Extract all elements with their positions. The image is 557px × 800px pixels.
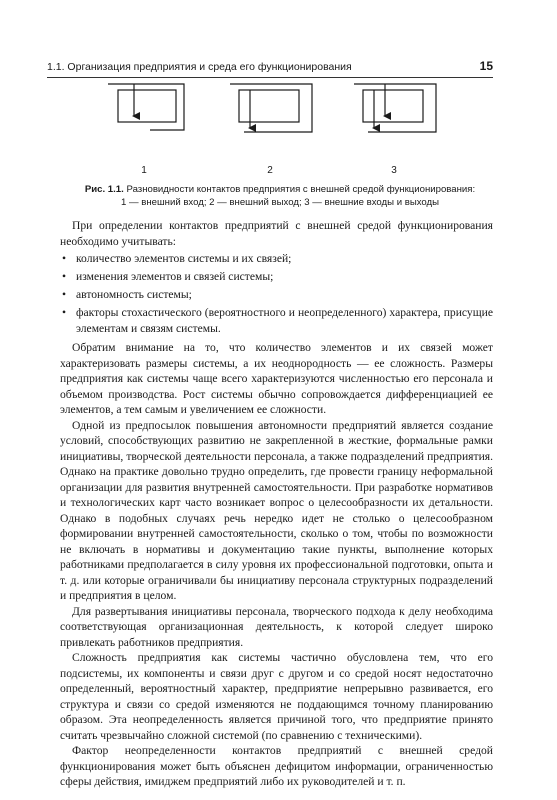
list-item bbox=[60, 269, 493, 285]
diagram-2 bbox=[230, 84, 312, 132]
figure-svg bbox=[100, 82, 440, 182]
diagram-3 bbox=[354, 84, 436, 132]
diagram-2-label: 2 bbox=[267, 165, 273, 176]
bullet-marker: • bbox=[62, 306, 67, 319]
diagram-1-label: 1 bbox=[141, 165, 147, 176]
header-rule bbox=[47, 77, 493, 78]
factor-list bbox=[60, 251, 493, 336]
list-item bbox=[60, 287, 493, 303]
paragraph-initiative: Для развертывания инициативы персонала, творческого подхода к делу необходима соответствующая организационная деятельность, к которой следует широко привлекать работников предприятия. bbox=[60, 604, 493, 649]
body-text bbox=[60, 218, 493, 790]
bullet-marker: • bbox=[62, 288, 67, 301]
list-item-text: количество элементов системы и их связей; bbox=[76, 252, 292, 265]
diagram-1 bbox=[108, 84, 184, 130]
running-header bbox=[47, 59, 493, 75]
diagram-2-system-box bbox=[239, 90, 299, 122]
paragraph-autonomy: Одной из предпосылок повышения автономности предприятий является создание условий, способствующих развитию не закрепленной в жесткие, формальные рамки инициативы, творческой деятельности персонала, а также подразделений предприятия. Однако на практике довольно трудно определить, где провести границу неформальной организации для развития внутренней самостоятельности. При разработке нормативов и технологических карт часто возникает вопрос о целесообразности их детальности. Однако в подобных случаях речь нередко идет не столько о целесообразном формировании внутренней самостоятельности, сколько о том, чтобы по возможности не включать в нормативы и документацию такие пункты, выполнение которых работниками предполагается в силу уровня их профессиональной подготовки, опыта и т. д. или которые ограничивали бы инициативу персонала структурных подразделений и предприятия в целом. bbox=[60, 418, 493, 602]
list-item-text: автономность системы; bbox=[76, 288, 192, 301]
list-item bbox=[60, 251, 493, 267]
paragraph-intro: При определении контактов предприятий с внешней средой функционирования необходимо учитывать: bbox=[60, 219, 493, 248]
bullet-marker: • bbox=[62, 252, 67, 265]
running-header-title: 1.1. Организация предприятия и среда его функционирования bbox=[47, 61, 352, 73]
caption-line-2: 1 — внешний вход; 2 — внешний выход; 3 — внешние входы и выходы bbox=[120, 197, 440, 208]
list-item bbox=[60, 305, 493, 336]
list-item-text: изменения элементов и связей системы; bbox=[76, 270, 274, 283]
caption-text: Разновидности контактов предприятия с внешней средой функционирования: bbox=[126, 184, 476, 195]
figure-diagrams bbox=[100, 82, 440, 182]
caption-lead: Рис. 1.1. bbox=[84, 184, 124, 195]
diagram-3-system-box bbox=[363, 90, 423, 122]
caption-line-1 bbox=[70, 183, 490, 196]
bullet-marker: • bbox=[62, 270, 67, 283]
paragraph-uncertainty: Сложность предприятия как системы частично обусловлена тем, что его подсистемы, их компоненты и связи друг с другом и со средой носят недостаточно определенный, вероятностный характер, предприятие непрерывно развивается, его структура и связи со средой изменяются не поддающимся точному планированию образом. Эта неопределенность является причиной того, что предприятие принято считать чрезвычайно сложной системой (по сравнению с техническими). bbox=[60, 651, 493, 742]
figure-caption bbox=[70, 183, 490, 209]
page-number: 15 bbox=[479, 59, 493, 73]
paragraph-size-complexity: Обратим внимание на то, что количество элементов и их связей может характеризовать размеры системы, а их неоднородность — ее сложность. Размеры предприятия как системы чаще всего характеризуются численностью его персонала и объемом производства. Рост системы обычно сопровождается дифференциацией ее элементов, а тем самым и увеличением ее сложности. bbox=[60, 341, 493, 416]
list-item-text: факторы стохастического (вероятностного и неопределенного) характера, присущие элементам и связям системы. bbox=[76, 306, 493, 335]
paragraph-uncertainty-factor: Фактор неопределенности контактов предприятий с внешней средой функционирования может быть объяснен дефицитом информации, ограниченностью сферы действия, имиджем предприятий либо их руководителей и т. п. bbox=[60, 744, 493, 788]
diagram-1-system-box bbox=[118, 90, 176, 122]
diagram-3-label: 3 bbox=[391, 165, 397, 176]
